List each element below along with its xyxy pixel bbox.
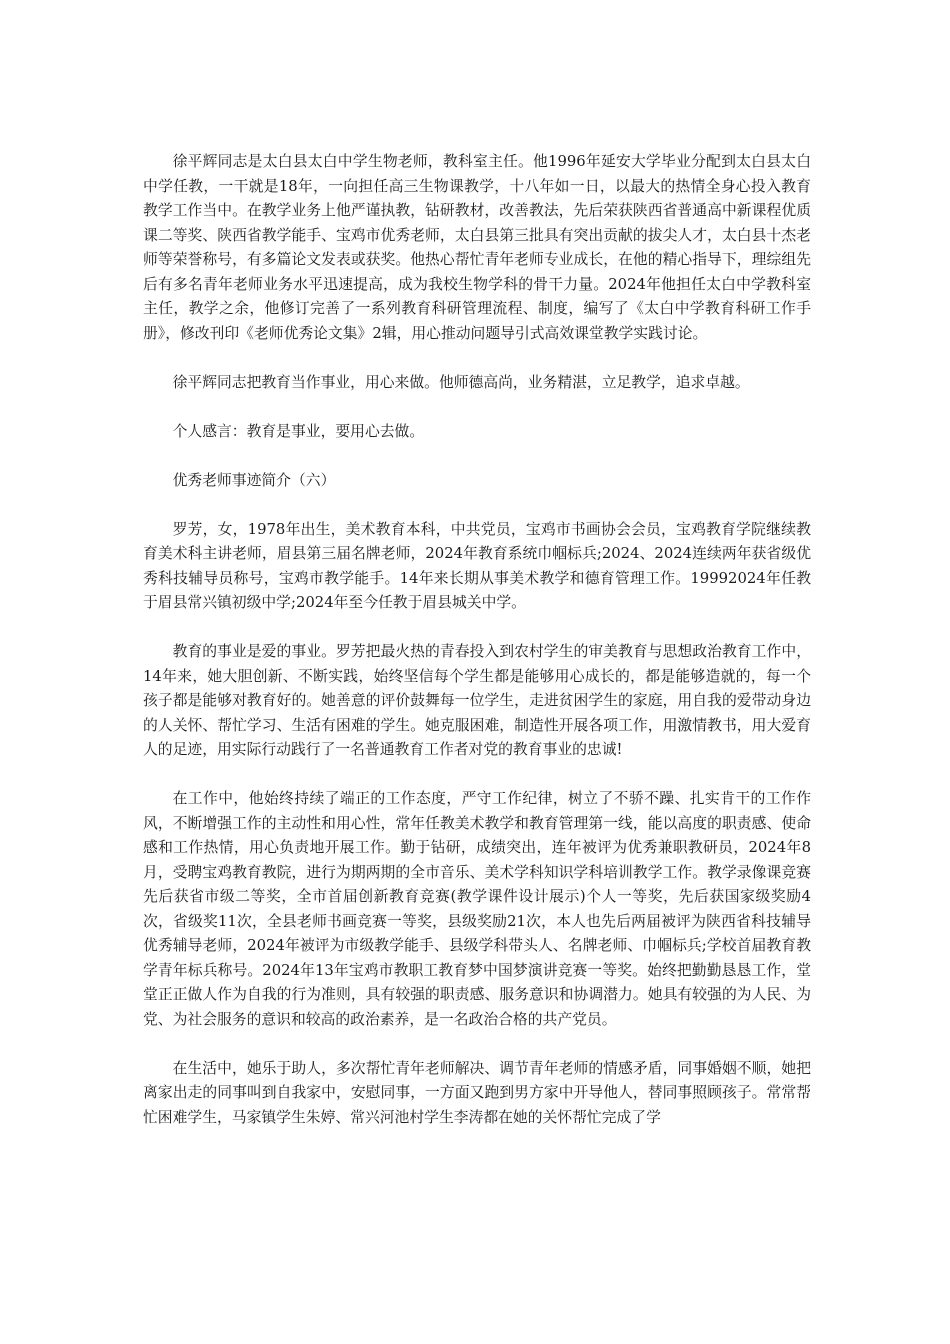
section-heading: 优秀老师事迹简介（六）	[172, 471, 336, 489]
paragraph-xu-summary: 徐平辉同志把教育当作事业，用心来做。他师德高尚，业务精湛，立足教学，追求卓越。	[172, 373, 750, 391]
paragraph-xu-intro: 徐平辉同志是太白县太白中学生物老师，教科室主任。他1996年延安大学毕业分配到太白县太白中学任教，一干就是18年，一向担任高三生物课教学，十八年如一日，以最大的热情全身心投入教育教学工作当中。在教学业务上他严谨执教，钻研教材，改善教法，先后荣获陕西省普通高中新课程优质课二等奖、陕西省教学能手、宝鸡市优秀老师，太白县第三批具有突出贡献的拔尖人才，太白县十杰老师等荣誉称号，有多篇论文发表或获奖。他热心帮忙青年老师专业成长，在他的精心指导下，理综组先后有多名青年老师业务水平迅速提高，成为我校生物学科的骨干力量。2024年他担任太白中学教科室主任，教学之余，他修订完善了一系列教育科研管理流程、制度，编写了《太白中学教育科研工作手册》，修改刊印《老师优秀论文集》2辑，用心推动问题导引式高效课堂教学实践讨论。	[143, 153, 811, 342]
document-page	[143, 150, 811, 1155]
paragraph-xu-motto: 个人感言：教育是事业，要用心去做。	[172, 422, 425, 440]
paragraph-luo-life: 在生活中，她乐于助人，多次帮忙青年老师解决、调节青年老师的情感矛盾，同事婚姻不顺，她把离家出走的同事叫到自我家中，安慰同事，一方面又跑到男方家中开导他人，替同事照顾孩子。常常帮忙困难学生，马家镇学生朱婷、常兴河池村学生李涛都在她的关怀帮忙完成了学	[143, 1059, 811, 1126]
paragraph-luo-career: 教育的事业是爱的事业。罗芳把最火热的青春投入到农村学生的审美教育与思想政治教育工作中，14年来，她大胆创新、不断实践，始终坚信每个学生都是能够用心成长的，都是能够造就的，每一个孩子都是能够对教育好的。她善意的评价鼓舞每一位学生，走进贫困学生的家庭，用自我的爱带动身边的人关怀、帮忙学习、生活有困难的学生。她克服困难，制造性开展各项工作，用激情教书，用大爱育人的足迹，用实际行动践行了一名普通教育工作者对党的教育事业的忠诚!	[143, 643, 811, 758]
paragraph-luo-intro: 罗芳，女，1978年出生，美术教育本科，中共党员，宝鸡市书画协会会员，宝鸡教育学院继续教育美术科主讲老师，眉县第三届名牌老师，2024年教育系统巾帼标兵;2024、2024连续两年获省级优秀科技辅导员称号，宝鸡市教学能手。14年来长期从事美术教学和德育管理工作。19992024年任教于眉县常兴镇初级中学;2024年至今任教于眉县城关中学。	[143, 520, 811, 611]
paragraph-luo-work: 在工作中，他始终持续了端正的工作态度，严守工作纪律，树立了不骄不躁、扎实肯干的工作作风，不断增强工作的主动性和用心性，常年任教美术教学和教育管理第一线，能以高度的职责感、使命感和工作热情，用心负责地开展工作。勤于钻研，成绩突出，连年被评为优秀兼职教研员，2024年8月，受聘宝鸡教育教院，进行为期两期的全市音乐、美术学科知识学科培训教学工作。教学录像课竞赛先后获省市级二等奖，全市首届创新教育竞赛(教学课件设计展示)个人一等奖，先后获国家级奖励4次，省级奖11次，全县老师书画竞赛一等奖，县级奖励21次，本人也先后两届被评为陕西省科技辅导优秀辅导老师，2024年被评为市级教学能手、县级学科带头人、名牌老师、巾帼标兵;学校首届教育教学青年标兵称号。2024年13年宝鸡市教职工教育梦中国梦演讲竞赛一等奖。始终把勤勤恳恳工作，堂堂正正做人作为自我的行为准则，具有较强的职责感、服务意识和协调潜力。她具有较强的为人民、为党、为社会服务的意识和较高的政治素养，是一名政治合格的共产党员。	[143, 790, 811, 1028]
